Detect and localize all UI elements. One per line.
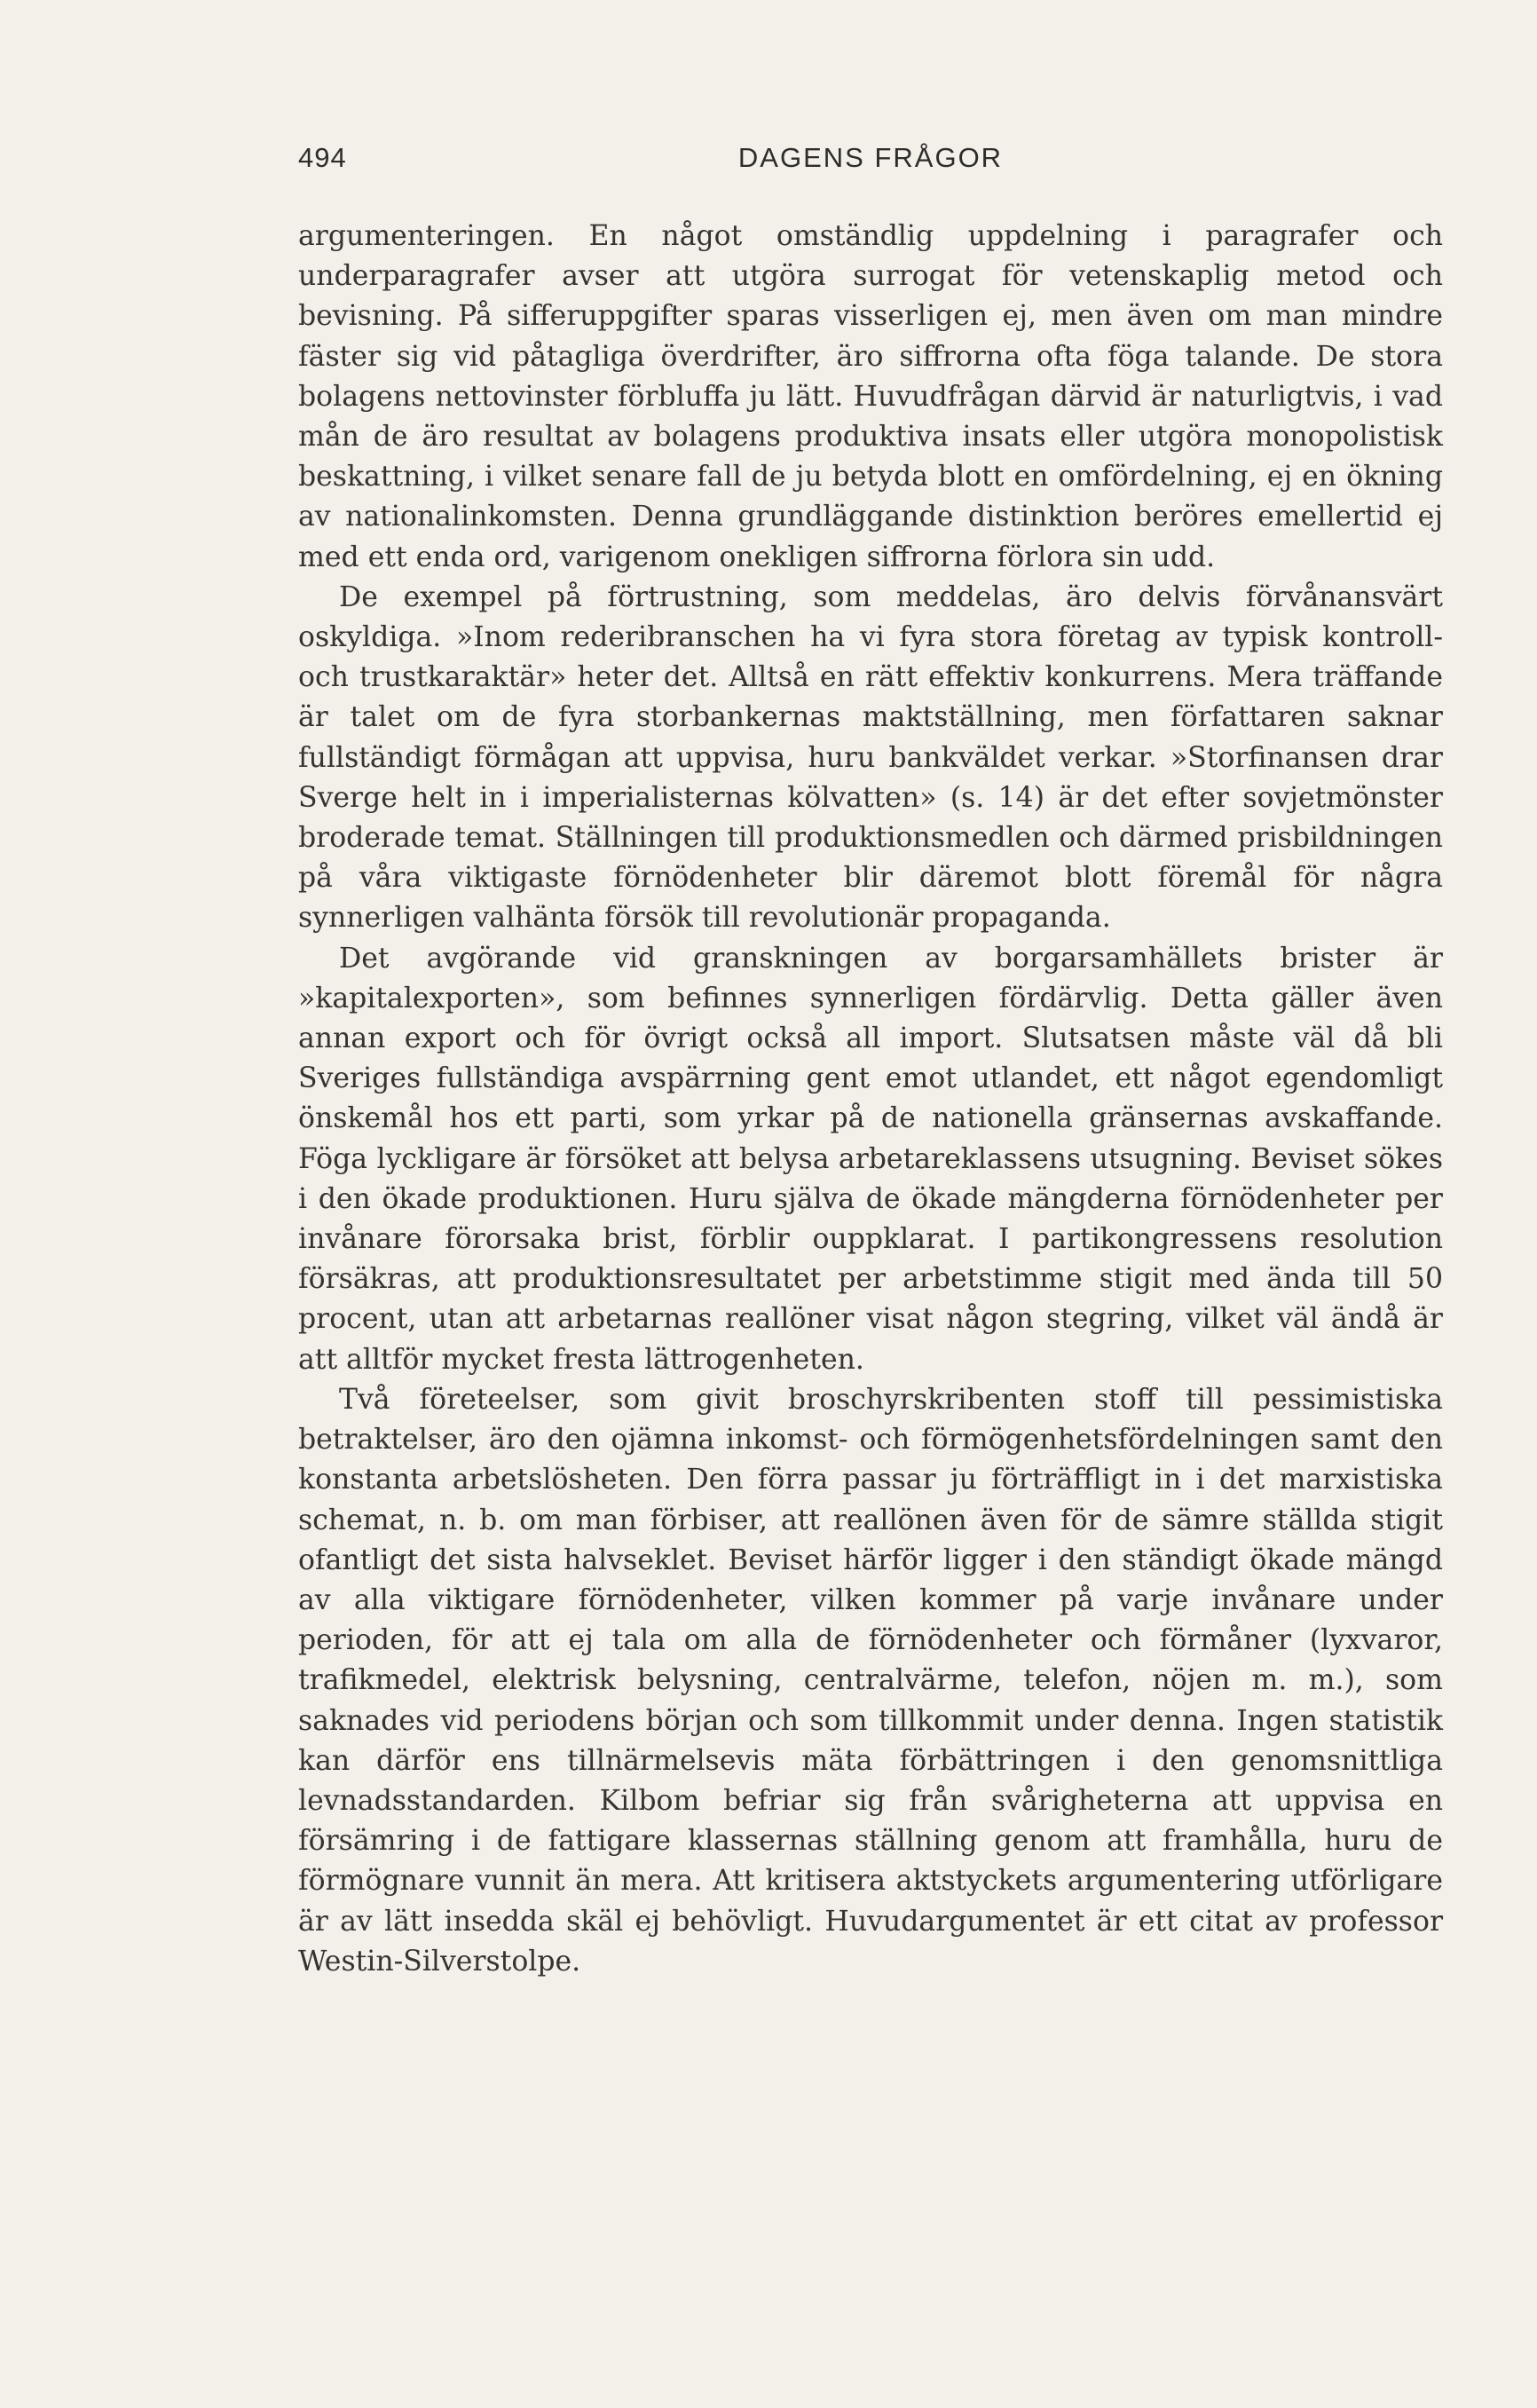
paragraph: Det avgörande vid granskningen av borgarsamhällets brister är »kapitalexporten», som befinnes synnerligen fördärvlig. Detta gäller även annan export och för övrigt också all import. Slutsatsen måste väl då bli Sveriges fullständiga avspärrning gent emot utlandet, ett något egendomligt önskemål hos ett parti, som yrkar på de nationella gränsernas avskaffande. Föga lyckligare är försöket att belysa arbetareklassens utsugning. Beviset sökes i den ökade produktionen. Huru själva de ökade mängderna förnödenheter per invånare förorsaka brist, förblir ouppklarat. I partikongressens resolution försäkras, att produktionsresultatet per arbetstimme stigit med ända till 50 procent, utan att arbetarnas reallöner visat någon stegring, vilket väl ändå är att alltför mycket fresta lättrogenheten.: [298, 942, 1443, 1376]
paragraph: De exempel på förtrustning, som meddelas, äro delvis förvånansvärt oskyldiga. »Inom rederibranschen ha vi fyra stora företag av typisk kontroll- och trustkaraktär» heter det. Alltså en rätt effektiv konkurrens. Mera träffande är talet om de fyra storbankernas maktställning, men författaren saknar fullständigt förmågan att uppvisa, huru bankväldet verkar. »Storfinansen drar Sverge helt in i imperialisternas kölvatten» (s. 14) är det efter sovjetmönster broderade temat. Ställningen till produktionsmedlen och därmed prisbildningen på våra viktigaste förnödenheter blir däremot blott föremål för några synnerligen valhänta försök till revolutionär propaganda.: [298, 580, 1443, 935]
journal-title: DAGENS FRÅGOR: [737, 142, 1004, 173]
page-number: 494: [298, 142, 347, 173]
paragraph: Två företeelser, som givit broschyrskribenten stoff till pessimistiska betraktelser, äro den ojämna inkomst- och förmögenhetsfördelningen samt den konstanta arbetslösheten. Den förra passar ju förträffligt in i det marxistiska schemat, n. b. om man förbiser, att reallönen även för de sämre ställda stigit ofantligt det sista halvseklet. Beviset härför ligger i den ständigt ökade mängd av alla viktigare förnödenheter, vilken kommer på varje invånare under perioden, för att ej tala om alla de förnödenheter och förmåner (lyxvaror, trafikmedel, elektrisk belysning, centralvärme, telefon, nöjen m. m.), som saknades vid periodens början och som tillkommit under denna. Ingen statistik kan därför ens tillnärmelsevis mäta förbättringen i den genomsnittliga levnadsstandarden. Kilbom befriar sig från svårigheterna att uppvisa en försämring i de fattigare klassernas ställning genom att framhålla, huru de förmögnare vunnit än mera. Att kritisera aktstyckets argumentering utförligare är av lätt insedda skäl ej behövligt. Huvudargumentet är ett citat av professor Westin-Silverstolpe.: [298, 1383, 1443, 1978]
running-head: [298, 142, 1443, 186]
body-text: [298, 217, 1443, 1982]
paragraph: argumenteringen. En något omständlig uppdelning i paragrafer och underparagrafer avser att utgöra surrogat för vetenskaplig metod och bevisning. På sifferuppgifter sparas visserligen ej, men även om man mindre fäster sig vid påtagliga överdrifter, äro siffrorna ofta föga talande. De stora bolagens nettovinster förbluffa ju lätt. Huvudfrågan därvid är naturligtvis, i vad mån de äro resultat av bolagens produktiva insats eller utgöra monopolistisk beskattning, i vilket senare fall de ju betyda blott en omfördelning, ej en ökning av nationalinkomsten. Denna grundläggande distinktion beröres emellertid ej med ett enda ord, varigenom onekligen siffrorna förlora sin udd.: [298, 220, 1443, 573]
